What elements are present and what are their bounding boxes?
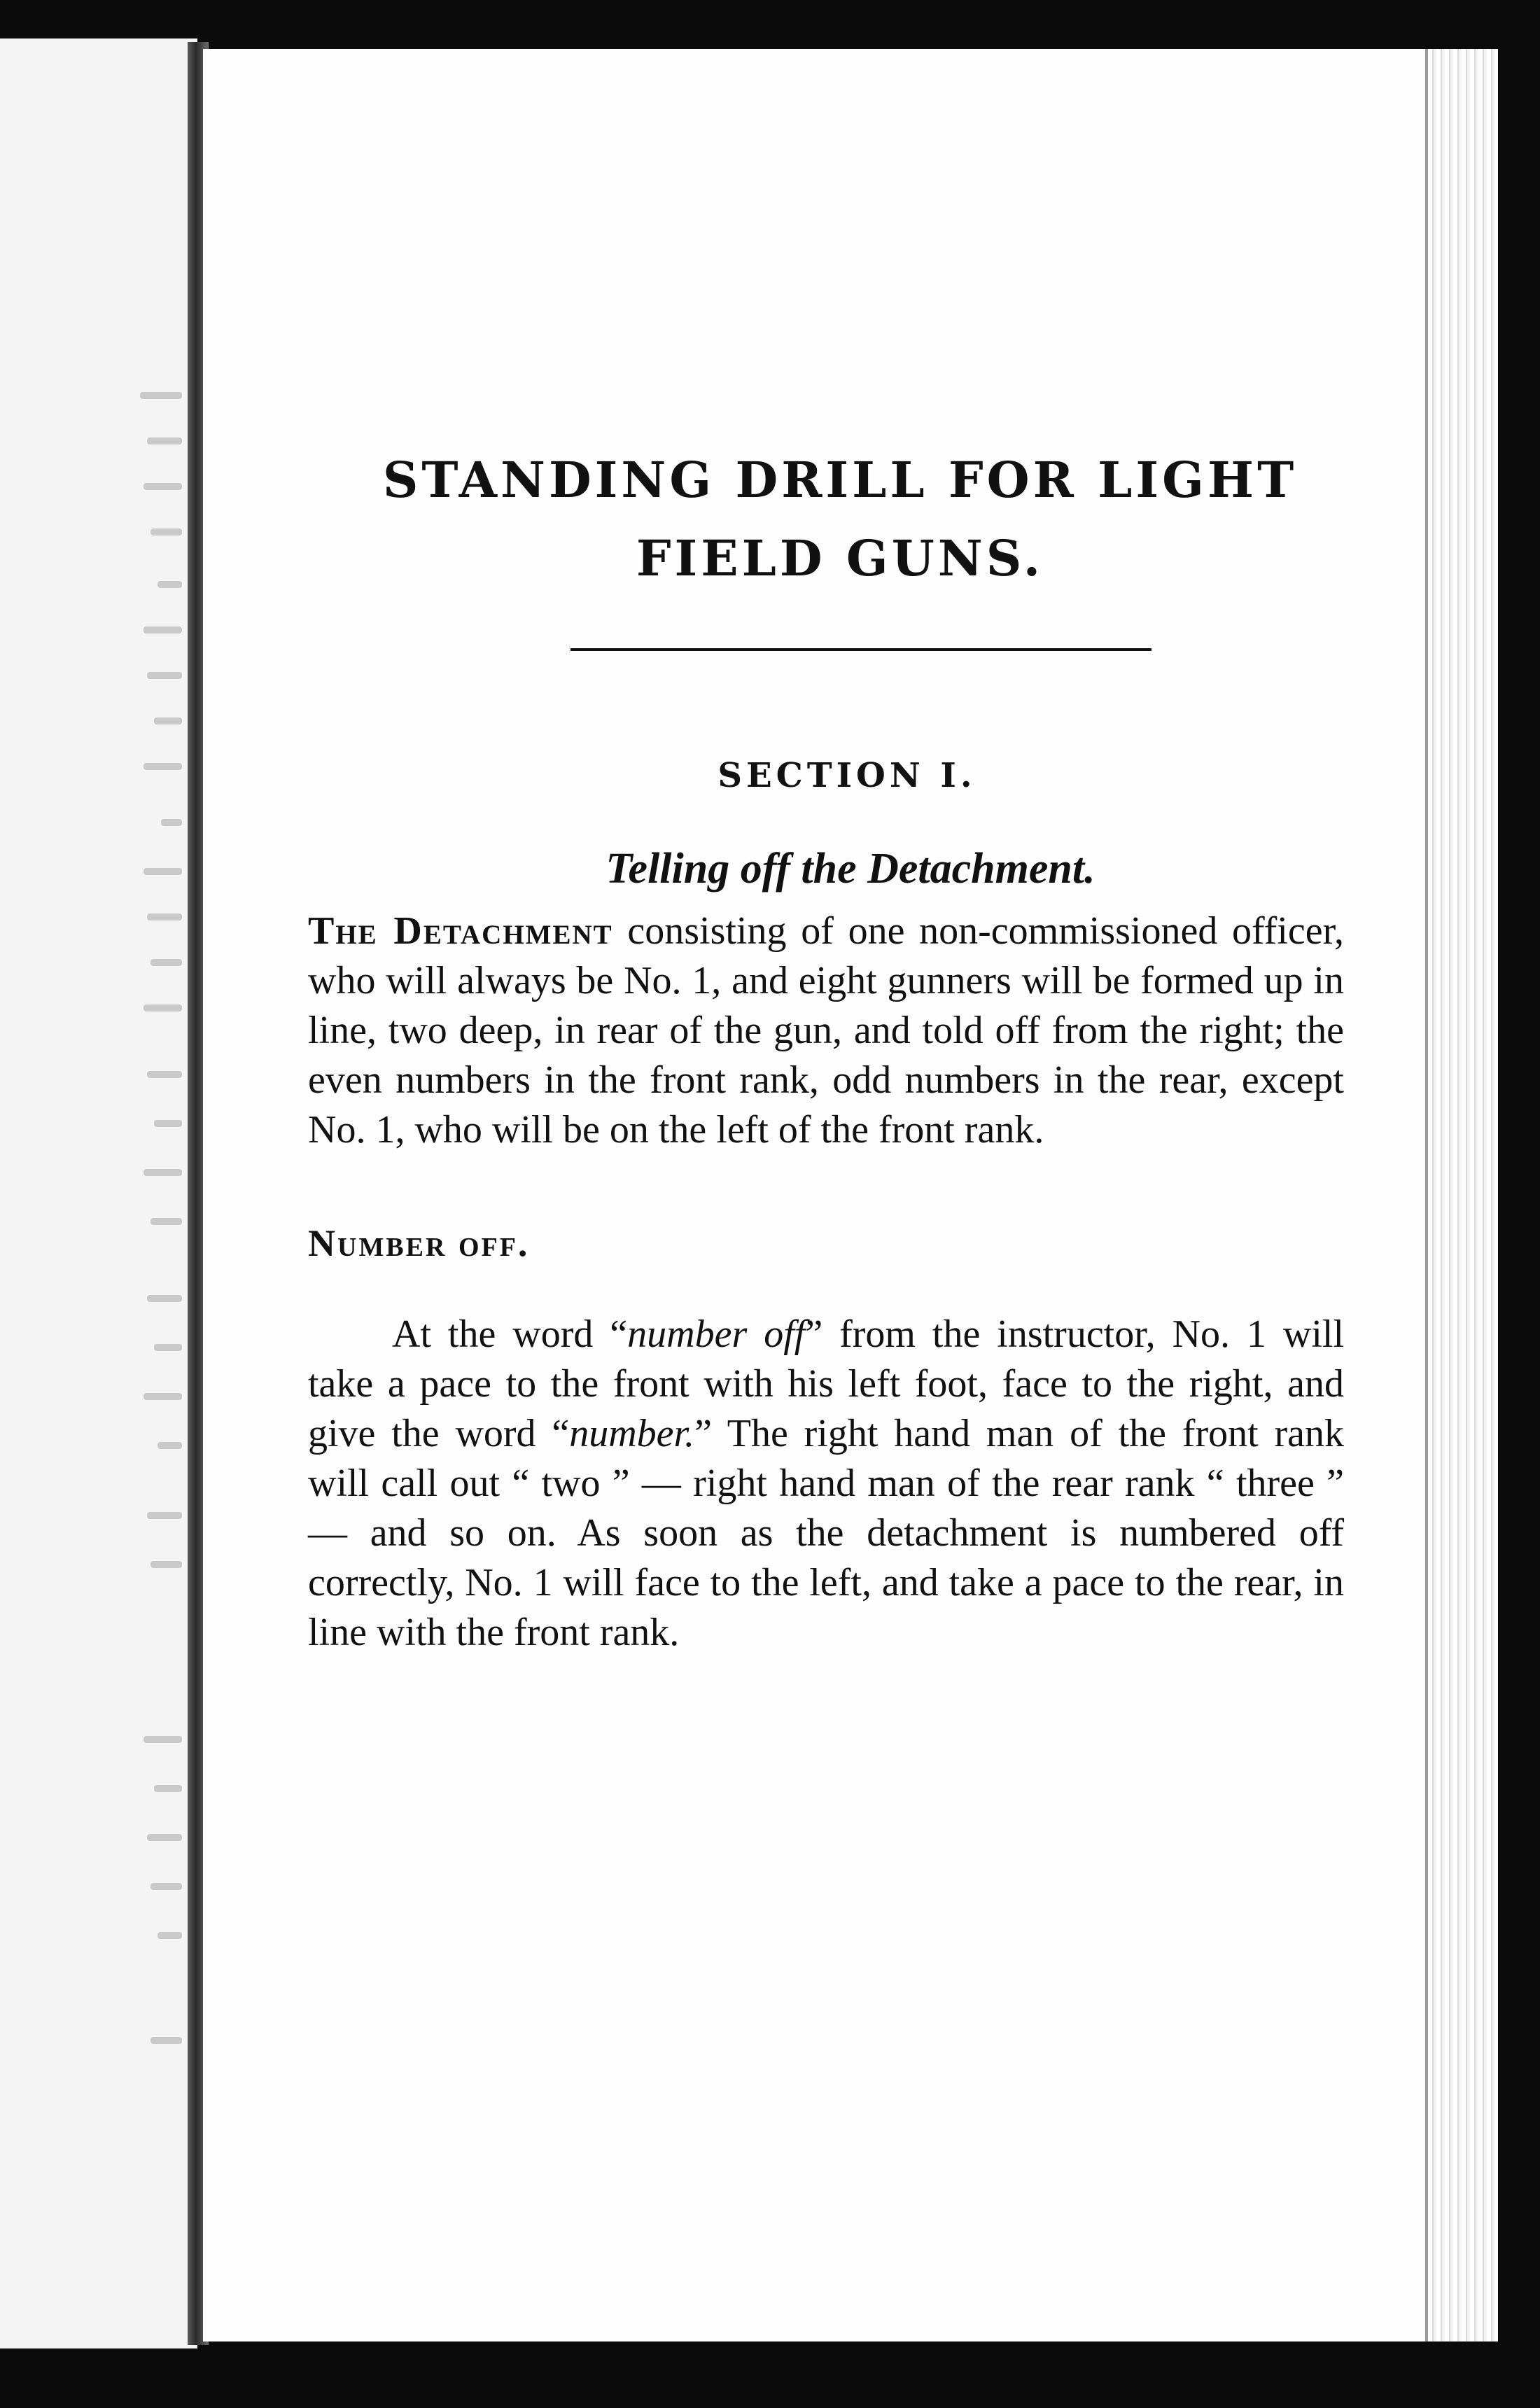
text-run: ” The right hand man of the front rank will call out “ two ” — right hand man of the rear rank “ three ” — and so on. As soon as the detachment is numbered off correctly, No. 1 will face to the left, and take a pace to the rear, in line with the front rank. [308, 1412, 1344, 1654]
quoted-command: number off [627, 1312, 806, 1356]
previous-page-text-fragments [0, 0, 182, 2408]
command-heading: Number off. [308, 1222, 530, 1264]
paragraph-lead: The Detachment [308, 909, 613, 953]
subsection-heading: Telling off the Detachment. [606, 845, 1096, 892]
page-edges-stack [1428, 49, 1498, 2342]
book-page [203, 49, 1498, 2342]
text-run: ” from the instructor, No. 1 will take a pace to the front with his left foot, face to the right, and give the word “ [308, 1312, 1345, 1455]
page-title: STANDING DRILL FOR LIGHT FIELD GUNS. [382, 451, 1298, 587]
paragraph-body: consisting of one non-commissioned officer, who will always be No. 1, and eight gunners will be formed up in line, two deep, in rear of the gun, and told off from the right; the even numbers in the front rank, odd numbers in the rear, except No. 1, who will be on the left of the front rank. [308, 909, 1344, 1152]
detachment-paragraph [308, 906, 1344, 1155]
number-off-paragraph [308, 1310, 1344, 1658]
title-divider [570, 648, 1152, 651]
section-heading: SECTION I. [718, 756, 976, 795]
quoted-word: number. [569, 1412, 695, 1455]
text-run: At the word “ [392, 1312, 628, 1356]
page-content [308, 441, 1344, 1658]
